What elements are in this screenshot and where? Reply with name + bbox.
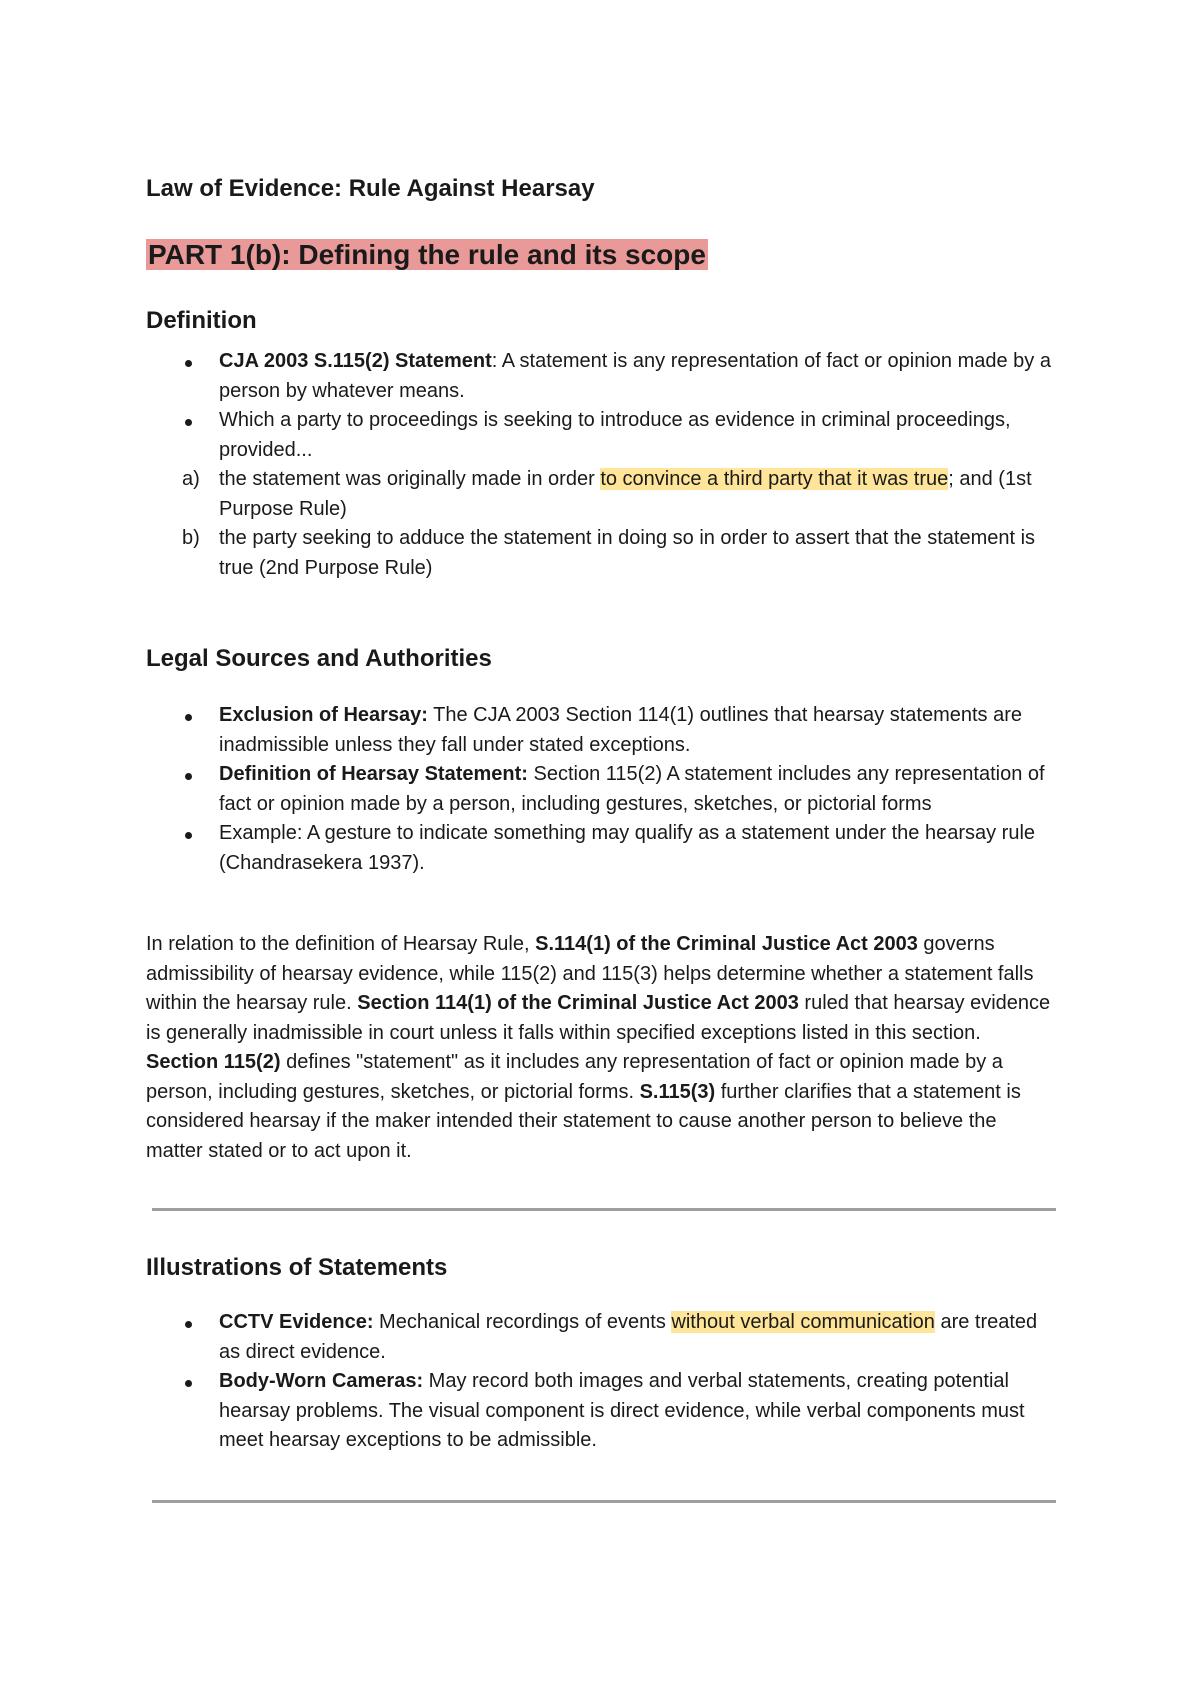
- paragraph-text: In relation to the definition of Hearsay Rule,: [146, 933, 536, 955]
- item-text: Section 115(2) A statement includes any representation of fact or opinion made by a person, including gestures, sketches, or pictorial forms: [219, 763, 1045, 815]
- paragraph-bold: Section 114(1) of the Criminal Justice Act 2003: [357, 992, 799, 1014]
- item-bold-label: Body-Worn Cameras:: [219, 1370, 424, 1392]
- highlighted-text: to convince a third party that it was true: [600, 468, 949, 490]
- document-title: Law of Evidence: Rule Against Hearsay: [146, 175, 595, 202]
- paragraph-text: defines "statement" as it includes any representation of fact or opinion made by a person, including gestures, sketches, or pictorial forms.: [146, 1051, 1003, 1103]
- item-text: The CJA 2003 Section 114(1) outlines that hearsay statements are inadmissible unless they fall under stated exceptions.: [219, 704, 1023, 756]
- item-text: Example: A gesture to indicate something may qualify as a statement under the hearsay rule (Chandrasekera 1937).: [219, 822, 1036, 874]
- list-item: [146, 406, 1056, 465]
- list-item: [146, 1367, 1056, 1456]
- list-item: [146, 465, 1056, 524]
- part-title: [146, 235, 708, 275]
- item-bold-label: Exclusion of Hearsay:: [219, 704, 428, 726]
- paragraph-text: further clarifies that a statement is considered hearsay if the maker intended their statement to cause another person to believe the matter stated or to act upon it.: [146, 1080, 1021, 1162]
- illustrations-list: [146, 1308, 1056, 1456]
- item-bold-label: CJA 2003 S.115(2) Statement: [219, 350, 492, 372]
- list-marker: b): [182, 527, 200, 549]
- list-item: [146, 760, 1056, 819]
- bullet-icon: [185, 714, 192, 721]
- list-item: [146, 347, 1056, 406]
- sources-paragraph: [146, 930, 1056, 1166]
- sources-list: [146, 701, 1056, 878]
- paragraph-bold: Section 115(2): [146, 1051, 281, 1073]
- list-item: [146, 1308, 1056, 1367]
- bullet-icon: [185, 773, 192, 780]
- item-text: ; and (1st Purpose Rule): [219, 468, 1032, 520]
- list-item: [146, 524, 1056, 583]
- sources-heading: Legal Sources and Authorities: [146, 645, 492, 672]
- paragraph-bold: S.114(1) of the Criminal Justice Act 2003: [535, 933, 918, 955]
- paragraph-text: governs admissibility of hearsay evidence, while 115(2) and 115(3) helps determine whether a statement falls within the hearsay rule.: [146, 933, 1034, 1014]
- horizontal-divider: [152, 1208, 1056, 1211]
- item-text: : A statement is any representation of fact or opinion made by a person by whatever means.: [219, 350, 1051, 402]
- item-bold-label: Definition of Hearsay Statement:: [219, 763, 528, 785]
- paragraph-text: ruled that hearsay evidence is generally inadmissible in court unless it falls within specified exceptions listed in this section.: [146, 992, 1051, 1044]
- definition-list: [146, 347, 1056, 583]
- paragraph-bold: S.115(3): [639, 1080, 716, 1103]
- list-marker: a): [182, 468, 200, 490]
- list-item: [146, 819, 1056, 878]
- item-text: Which a party to proceedings is seeking to introduce as evidence in criminal proceedings, provided...: [219, 409, 1011, 461]
- item-text: are treated as direct evidence.: [219, 1311, 1038, 1363]
- bullet-icon: [185, 832, 192, 839]
- list-item: [146, 701, 1056, 760]
- bullet-icon: [185, 1321, 192, 1328]
- bullet-icon: [185, 419, 192, 426]
- item-text: May record both images and verbal statements, creating potential hearsay problems. The visual component is direct evidence, while verbal components must meet hearsay exceptions to be admissible.: [219, 1370, 1025, 1451]
- item-text: the statement was originally made in order: [219, 468, 601, 490]
- item-text: Mechanical recordings of events: [373, 1311, 672, 1333]
- illustrations-heading: Illustrations of Statements: [146, 1254, 448, 1281]
- definition-heading: Definition: [146, 307, 257, 334]
- item-bold-label: CCTV Evidence:: [219, 1311, 374, 1333]
- highlighted-text: without verbal communication: [671, 1311, 935, 1333]
- bullet-icon: [185, 1380, 192, 1387]
- item-text: the party seeking to adduce the statement in doing so in order to assert that the statement is true (2nd Purpose Rule): [219, 527, 1036, 579]
- part-title-text: PART 1(b): Defining the rule and its scope: [148, 239, 706, 270]
- horizontal-divider: [152, 1500, 1056, 1503]
- bullet-icon: [185, 360, 192, 367]
